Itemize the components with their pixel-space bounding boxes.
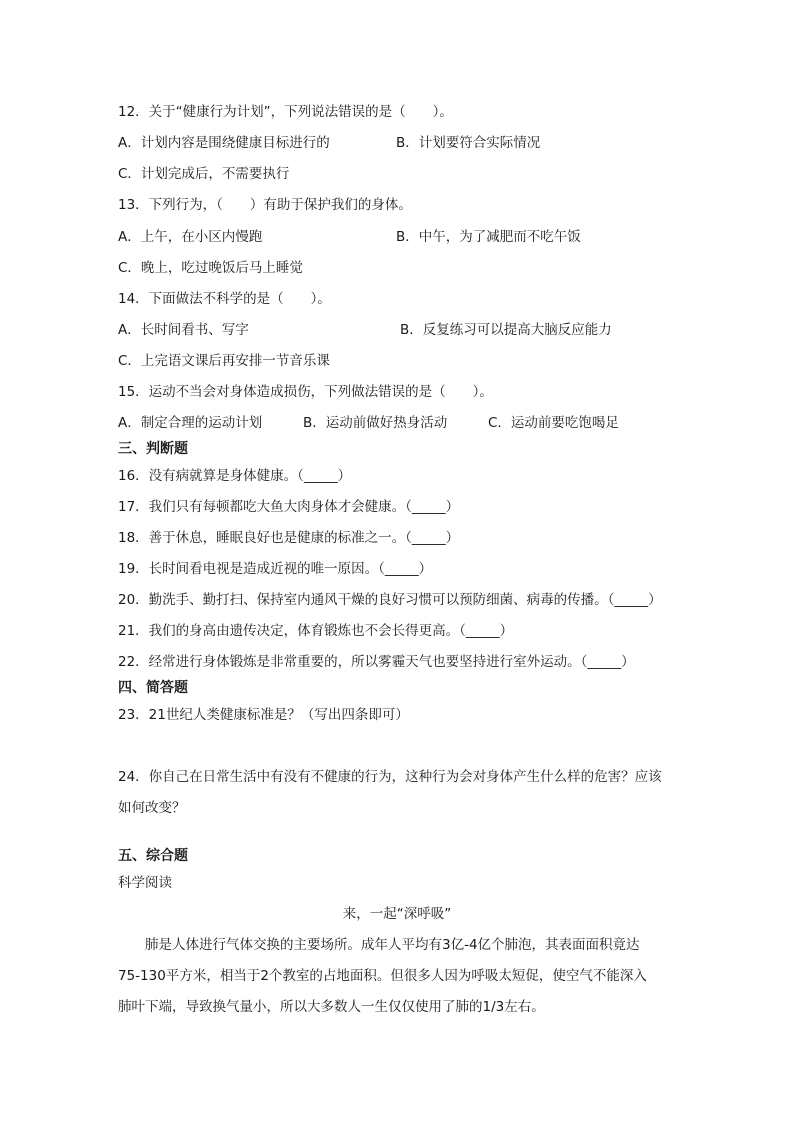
- judgement-question-20: 20．勤洗手、勤打扫、保持室内通风干燥的良好习惯可以预防细菌、病毒的传播。（_____）: [118, 592, 662, 608]
- question-14-option-a: A．长时间看书、写字: [118, 322, 249, 338]
- section-heading-comprehensive: 五、综合题: [118, 848, 188, 864]
- judgement-question-22: 22．经常进行身体锻炼是非常重要的，所以雾霾天气也要坚持进行室外运动。（_____）: [118, 654, 635, 670]
- question-13-option-b: B．中午，为了减肥而不吃午饭: [396, 229, 581, 245]
- question-24-line-1: 24．你自己在日常生活中有没有不健康的行为，这种行为会对身体产生什么样的危害？应该: [118, 769, 662, 785]
- question-13-option-c: C．晚上，吃过晚饭后马上睡觉: [118, 260, 303, 276]
- short-answer-question-23: 23．21世纪人类健康标准是？（写出四条即可）: [118, 707, 409, 723]
- reading-title: 来，一起“深呼吸”: [342, 906, 452, 922]
- section-heading-short-answer: 四、简答题: [118, 680, 188, 696]
- question-12-stem: 12．关于“健康行为计划”，下列说法错误的是（ ）。: [118, 104, 453, 120]
- judgement-question-16: 16．没有病就算是身体健康。（_____）: [118, 468, 352, 484]
- question-13-stem: 13．下列行为，（ ）有助于保护我们的身体。: [118, 197, 412, 213]
- question-14-option-c: C．上完语文课后再安排一节音乐课: [118, 353, 330, 369]
- question-14-stem: 14．下面做法不科学的是（ ）。: [118, 291, 331, 307]
- judgement-question-19: 19．长时间看电视是造成近视的唯一原因。（_____）: [118, 561, 433, 577]
- judgement-question-17: 17．我们只有每顿都吃大鱼大肉身体才会健康。（_____）: [118, 499, 460, 515]
- reading-line-3: 肺叶下端，导致换气量小，所以大多数人一生仅仅使用了肺的1/3左右。: [118, 999, 545, 1015]
- question-24-line-2: 如何改变？: [118, 800, 186, 816]
- question-15-stem: 15．运动不当会对身体造成损伤，下列做法错误的是（ ）。: [118, 384, 493, 400]
- question-15-option-a: A．制定合理的运动计划: [118, 415, 263, 431]
- question-12-option-c: C．计划完成后，不需要执行: [118, 166, 290, 182]
- reading-line-2: 75-130平方米，相当于2个教室的占地面积。但很多人因为呼吸太短促，使空气不能深入: [118, 968, 647, 984]
- question-12-option-a: A．计划内容是围绕健康目标进行的: [118, 135, 330, 151]
- question-12-option-b: B．计划要符合实际情况: [396, 135, 541, 151]
- question-13-option-a: A．上午，在小区内慢跑: [118, 229, 263, 245]
- judgement-question-18: 18．善于休息，睡眠良好也是健康的标准之一。（_____）: [118, 530, 460, 546]
- question-15-option-b: B．运动前做好热身活动: [303, 415, 448, 431]
- reading-line-1: 肺是人体进行气体交换的主要场所。成年人平均有3亿-4亿个肺泡，其表面面积竟达: [118, 937, 640, 953]
- question-14-option-b: B．反复练习可以提高大脑反应能力: [400, 322, 612, 338]
- question-15-option-c: C．运动前要吃饱喝足: [488, 415, 619, 431]
- judgement-question-21: 21．我们的身高由遗传决定，体育锻炼也不会长得更高。（_____）: [118, 623, 514, 639]
- section-heading-judgement: 三、判断题: [118, 441, 188, 457]
- reading-label: 科学阅读: [118, 875, 172, 891]
